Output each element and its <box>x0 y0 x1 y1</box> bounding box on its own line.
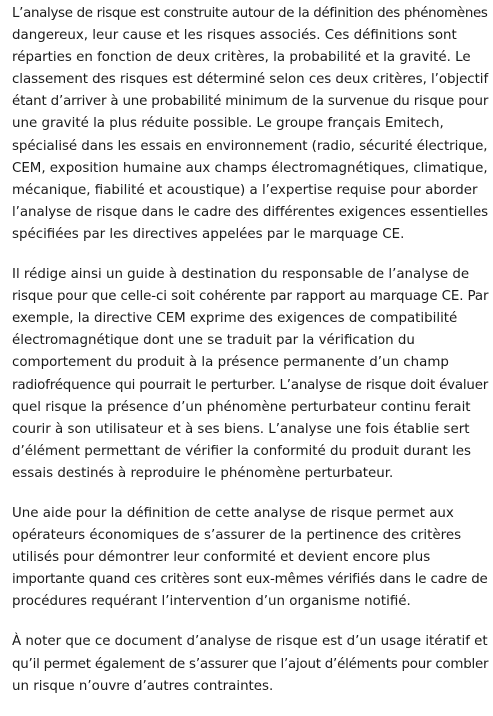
paragraph <box>12 503 488 613</box>
text-line: une gravité la plus réduite possible. Le groupe français Emitech, <box>12 116 444 132</box>
text-line: courir à son utilisateur et à ses biens. L’analyse une fois établie sert <box>12 421 470 437</box>
paragraph <box>12 264 488 485</box>
text-line: réparties en fonction de deux critères, la probabilité et la gravité. Le <box>12 50 471 66</box>
text-line: risque pour que celle-ci soit cohérente par rapport au marquage CE. Par <box>12 289 489 305</box>
text-line: CEM, exposition humaine aux champs électromagnétiques, climatique, <box>12 160 488 176</box>
text-line: spécifiées par les directives appelées par le marquage CE. <box>12 226 405 242</box>
text-line: importante quand ces critères sont eux-mêmes vérifiés dans le cadre de <box>12 572 488 588</box>
text-line: essais destinés à reproduire le phénomène perturbateur. <box>12 465 394 481</box>
text-line: Une aide pour la définition de cette analyse de risque permet aux <box>12 505 454 521</box>
text-line: Il rédige ainsi un guide à destination du responsable de l’analyse de <box>12 267 470 283</box>
text-line: L’analyse de risque est construite autour de la définition des phénomènes <box>12 6 488 21</box>
text-line: procédures requérant l’intervention d’un organisme notifié. <box>12 594 411 610</box>
text-line: mécanique, fiabilité et acoustique) a l’expertise requise pour aborder <box>12 182 478 198</box>
text-line: classement des risques est déterminé selon ces deux critères, l’objectif <box>12 72 489 88</box>
text-line: exemple, la directive CEM exprime des exigences de compatibilité <box>12 311 458 327</box>
paragraph <box>12 3 488 246</box>
text-line: d’élément permettant de vérifier la conformité du produit durant les <box>12 443 471 459</box>
text-line: radiofréquence qui pourrait le perturber. L’analyse de risque doit évaluer <box>12 377 489 393</box>
text-line: utilisés pour démontrer leur conformité et devient encore plus <box>12 550 431 566</box>
text-line: électromagnétique dont une se traduit par la vérification du <box>12 333 415 349</box>
text-line: spécialisé dans les essais en environnement (radio, sécurité électrique, <box>12 138 488 154</box>
text-line: un risque n’ouvre d’autres contraintes. <box>12 678 274 694</box>
text-line: étant d’arriver à une probabilité minimum de la survenue du risque pour <box>12 94 489 110</box>
paragraph <box>12 631 488 697</box>
text-line: dangereux, leur cause et les risques associés. Ces définitions sont <box>12 28 457 44</box>
text-line: l’analyse de risque dans le cadre des différentes exigences essentielles <box>12 204 489 220</box>
text-line: quel risque la présence d’un phénomène perturbateur continu ferait <box>12 399 471 415</box>
text-line: À noter que ce document d’analyse de risque est d’un usage itératif et <box>12 634 488 650</box>
article-body <box>12 3 488 716</box>
text-line: comportement du produit à la présence permanente d’un champ <box>12 355 449 371</box>
text-line: qu’il permet également de s’assurer que l’ajout d’éléments pour combler <box>12 656 489 672</box>
text-line: opérateurs économiques de s’assurer de la pertinence des critères <box>12 528 462 544</box>
